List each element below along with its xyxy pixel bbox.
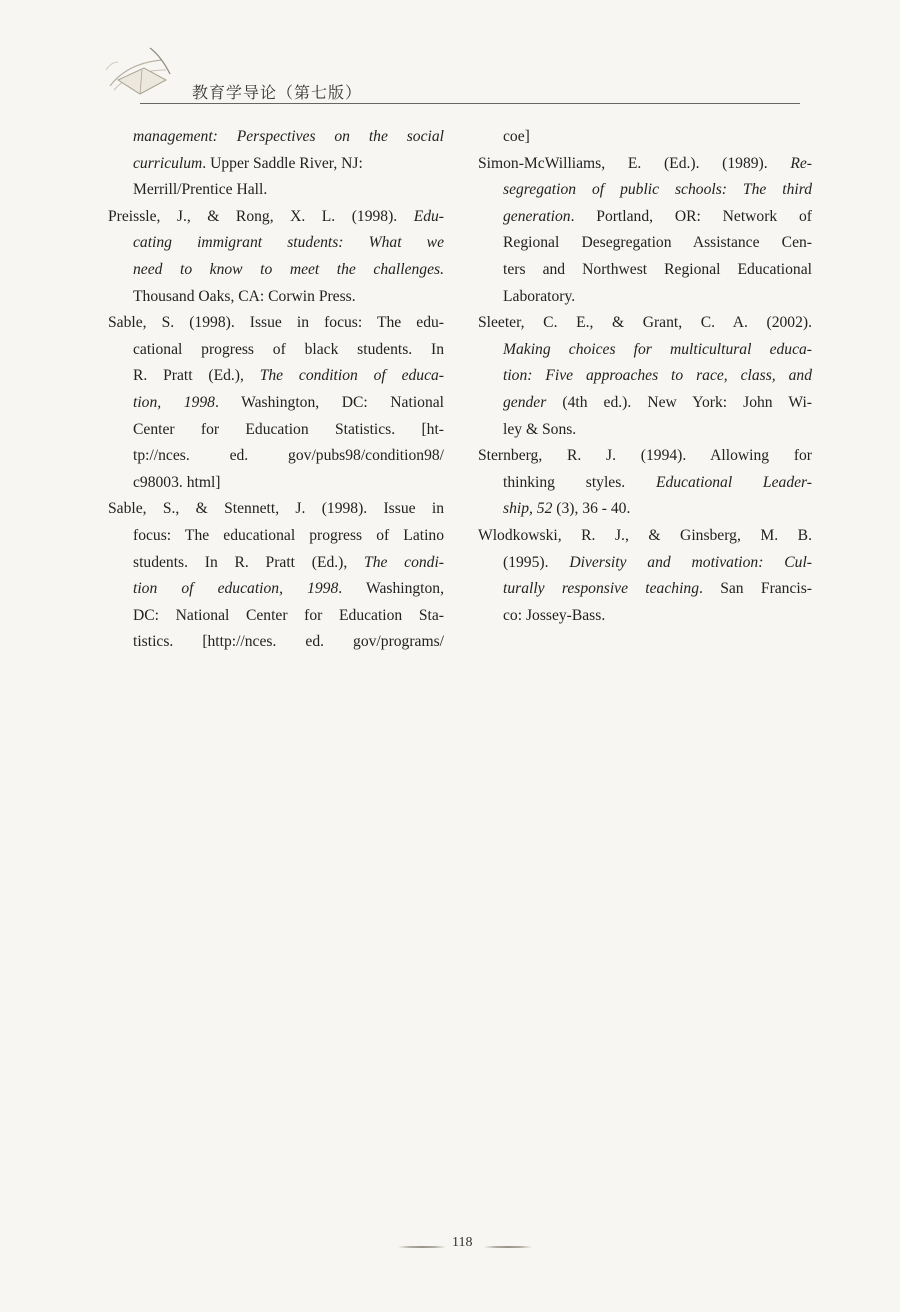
reference-entry [478, 124, 812, 151]
references-right-column [478, 124, 812, 629]
book-quill-icon [100, 40, 186, 106]
reference-line: gender (4th ed.). New York: John Wi- [503, 393, 812, 411]
header-divider [140, 103, 800, 104]
reference-line: tion, 1998. Washington, DC: National [133, 393, 444, 411]
reference-line: ship, 52 (3), 36 - 40. [503, 500, 631, 518]
reference-line: Sternberg, R. J. (1994). Allowing for [478, 447, 812, 465]
reference-entry [478, 310, 812, 443]
reference-entry [108, 496, 444, 656]
reference-line: turally responsive teaching. San Francis- [503, 580, 812, 598]
reference-line: tp://nces. ed. gov/pubs98/condition98/ [133, 447, 444, 465]
reference-line: R. Pratt (Ed.), The condition of educa- [133, 367, 444, 385]
reference-line: focus: The educational progress of Latino [133, 526, 444, 544]
reference-entry [108, 124, 444, 204]
reference-line: tistics. [http://nces. ed. gov/programs/ [133, 633, 444, 651]
footer-ornament-right [484, 1245, 532, 1249]
reference-line: Simon-McWilliams, E. (Ed.). (1989). Re- [478, 154, 812, 172]
reference-line: need to know to meet the challenges. [133, 260, 444, 278]
reference-line: Preissle, J., & Rong, X. L. (1998). Edu- [108, 207, 444, 225]
reference-line: Laboratory. [503, 287, 576, 305]
reference-line: Thousand Oaks, CA: Corwin Press. [133, 287, 356, 305]
reference-line: cating immigrant students: What we [133, 234, 444, 252]
reference-line: (1995). Diversity and motivation: Cul- [503, 553, 812, 571]
reference-line: management: Perspectives on the social [133, 128, 444, 145]
reference-line: Merrill/Prentice Hall. [133, 181, 268, 199]
reference-line: tion: Five approaches to race, class, and [503, 367, 812, 385]
reference-line: Wlodkowski, R. J., & Ginsberg, M. B. [478, 526, 812, 544]
reference-entry [478, 443, 812, 523]
reference-line: thinking styles. Educational Leader- [503, 473, 812, 491]
reference-line: co: Jossey-Bass. [503, 606, 606, 624]
reference-line: cational progress of black students. In [133, 340, 444, 358]
reference-line: segregation of public schools: The third [503, 181, 812, 199]
reference-line: coe] [503, 128, 530, 145]
reference-line: Regional Desegregation Assistance Cen- [503, 234, 812, 252]
reference-line: Center for Education Statistics. [ht- [133, 420, 444, 438]
reference-line: Sable, S. (1998). Issue in focus: The edu- [108, 314, 444, 332]
book-title: 教育学导论（第七版） [192, 83, 363, 102]
reference-line: Sleeter, C. E., & Grant, C. A. (2002). [478, 314, 812, 332]
reference-line: students. In R. Pratt (Ed.), The condi- [133, 553, 444, 571]
reference-line: Making choices for multicultural educa- [503, 340, 812, 358]
page-footer [0, 1235, 900, 1259]
reference-line: generation. Portland, OR: Network of [503, 207, 812, 225]
reference-line: ters and Northwest Regional Educational [503, 260, 812, 278]
references-left-column [108, 124, 444, 656]
reference-line: Sable, S., & Stennett, J. (1998). Issue in [108, 500, 444, 518]
reference-line: tion of education, 1998. Washington, [133, 580, 444, 598]
page-number: 118 [452, 1235, 473, 1250]
reference-entry [478, 151, 812, 311]
reference-line: curriculum. Upper Saddle River, NJ: [133, 154, 363, 172]
page-header [100, 40, 800, 110]
reference-line: ley & Sons. [503, 420, 577, 438]
reference-entry [108, 310, 444, 496]
reference-entry [478, 523, 812, 629]
reference-line: c98003. html] [133, 473, 221, 491]
reference-line: DC: National Center for Education Sta- [133, 606, 444, 624]
footer-ornament-left [398, 1245, 446, 1249]
reference-entry [108, 204, 444, 310]
